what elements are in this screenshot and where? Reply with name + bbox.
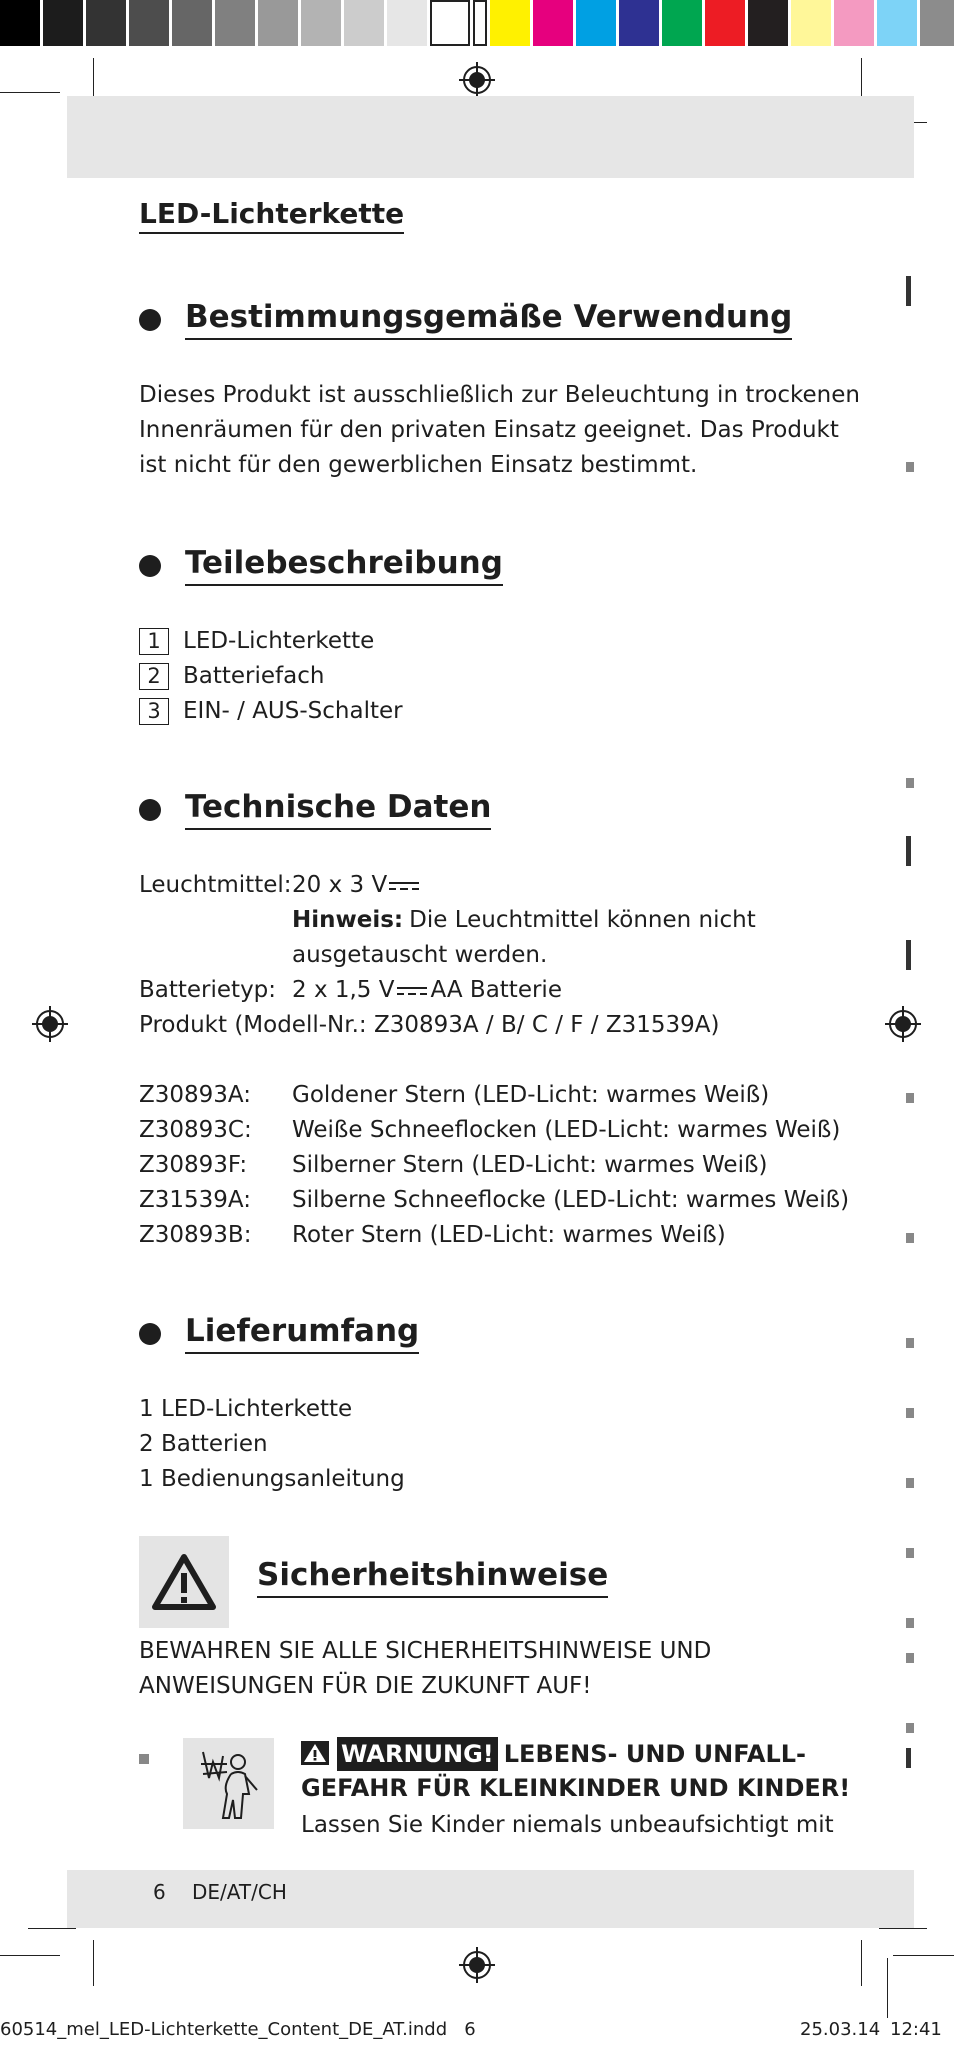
color-swatch <box>215 0 255 46</box>
next-page-fragment <box>906 276 911 306</box>
spec-value: 20 x 3 V <box>292 872 388 898</box>
model-desc: Goldener Stern (LED-Licht: warmes Weiß) <box>292 1082 770 1108</box>
warning-icon-box <box>139 1536 229 1628</box>
safety-caps-text <box>139 1634 711 1704</box>
crop-mark <box>0 1955 60 1956</box>
part-number-box: 1 <box>139 628 169 655</box>
model-code: Z30893F: <box>139 1152 248 1178</box>
bullet-dot-icon <box>139 555 161 577</box>
color-swatch <box>473 0 487 46</box>
table-row <box>139 903 849 938</box>
crop-mark <box>893 1955 954 1956</box>
color-swatch <box>301 0 341 46</box>
page-title: LED-Lichterkette <box>139 198 404 234</box>
list-item: 1 Bedienungsanleitung <box>139 1466 405 1492</box>
part-number-box: 2 <box>139 663 169 690</box>
spec-label: Leuchtmittel: <box>139 872 292 898</box>
model-code: Z31539A: <box>139 1187 252 1213</box>
tech-data <box>139 868 849 1253</box>
warning-triangle-small-icon <box>301 1741 329 1765</box>
color-swatch <box>791 0 831 46</box>
note-text: Die Leuchtmittel können nicht <box>409 907 756 933</box>
parts-list <box>139 624 403 729</box>
part-label: Batteriefach <box>183 663 325 689</box>
registration-mark-icon <box>459 1947 495 1983</box>
section-heading-parts <box>139 546 503 586</box>
model-desc: Roter Stern (LED-Licht: warmes Weiß) <box>292 1222 726 1248</box>
spacer <box>139 1043 849 1078</box>
bullet-dot-icon <box>139 799 161 821</box>
crop-mark <box>93 1940 94 1986</box>
section-heading-text: Bestimmungsgemäße Verwendung <box>185 300 792 340</box>
next-page-fragment <box>906 1748 911 1768</box>
section-heading-text: Lieferumfang <box>185 1314 419 1354</box>
section-heading-text: Teilebeschreibung <box>185 546 503 586</box>
color-swatch <box>490 0 530 46</box>
next-page-fragment <box>906 836 911 866</box>
next-page-fragment <box>906 1408 914 1418</box>
next-page-fragment <box>906 1478 914 1488</box>
color-swatch <box>387 0 427 46</box>
next-page-fragment <box>906 940 911 970</box>
color-swatch <box>834 0 874 46</box>
safety-heading-wrap <box>257 1558 608 1598</box>
slug-time: 12:41 <box>890 2019 942 2040</box>
color-swatch <box>258 0 298 46</box>
direct-current-icon <box>397 985 427 997</box>
slug-filename: 60514_mel_LED-Lichterkette_Content_DE_AT.indd 6 <box>0 2019 476 2040</box>
next-page-fragment <box>906 1093 914 1103</box>
color-swatch <box>0 0 40 46</box>
next-page-fragment <box>906 778 914 788</box>
table-row <box>139 973 849 1008</box>
model-code: Z30893B: <box>139 1222 252 1248</box>
registration-mark-icon <box>885 1006 921 1042</box>
model-code: Z30893C: <box>139 1117 252 1143</box>
list-item <box>139 624 403 659</box>
table-row <box>139 1148 849 1183</box>
scope-list <box>139 1392 405 1497</box>
crop-mark <box>861 1940 862 1986</box>
spec-label: Batterietyp: <box>139 977 277 1003</box>
warning-text: Lassen Sie Kinder niemals unbeaufsichtigt mit <box>301 1812 834 1838</box>
warning-head-line: LEBENS- UND UNFALL- <box>503 1740 807 1768</box>
list-item: 1 LED-Lichterkette <box>139 1396 353 1422</box>
crop-mark <box>861 58 862 100</box>
note-text: ausgetauscht werden. <box>292 942 548 968</box>
text-line: Dieses Produkt ist ausschließlich zur Beleuchtung in trockenen <box>139 382 860 408</box>
direct-current-icon <box>389 880 419 892</box>
table-row <box>139 868 849 903</box>
section-heading-text: Technische Daten <box>185 790 491 830</box>
spec-value: 2 x 1,5 V <box>292 977 395 1003</box>
warning-tag: WARNUNG! <box>337 1737 498 1771</box>
table-row <box>139 1078 849 1113</box>
list-item <box>139 694 403 729</box>
model-code: Z30893A: <box>139 1082 252 1108</box>
color-swatch <box>344 0 384 46</box>
part-label: LED-Lichterkette <box>183 628 375 654</box>
list-bullet-square <box>139 1754 149 1764</box>
registration-mark-icon <box>32 1006 68 1042</box>
table-row <box>139 1008 849 1043</box>
model-desc: Silberne Schneeflocke (LED-Licht: warmes Weiß) <box>292 1187 850 1213</box>
warning-heading <box>301 1737 850 1805</box>
table-row <box>139 938 849 973</box>
model-desc: Weiße Schneeflocken (LED-Licht: warmes Weiß) <box>292 1117 841 1143</box>
registration-mark-icon <box>459 62 495 98</box>
bullet-dot-icon <box>139 1323 161 1345</box>
text-line: ist nicht für den gewerblichen Einsatz bestimmt. <box>139 452 698 478</box>
section-heading-safety: Sicherheitshinweise <box>257 1558 608 1598</box>
section-heading-scope <box>139 1314 419 1354</box>
text-line: ANWEISUNGEN FÜR DIE ZUKUNFT AUF! <box>139 1673 592 1699</box>
color-swatch <box>748 0 788 46</box>
crop-mark <box>93 58 94 100</box>
list-item: 2 Batterien <box>139 1431 268 1457</box>
color-swatch <box>43 0 83 46</box>
child-hazard-icon-box <box>183 1738 274 1829</box>
next-page-fragment <box>906 1723 914 1733</box>
color-swatch <box>576 0 616 46</box>
color-swatch <box>172 0 212 46</box>
color-swatch <box>877 0 917 46</box>
table-row <box>139 1218 849 1253</box>
part-number-box: 3 <box>139 698 169 725</box>
crop-mark <box>879 1928 927 1929</box>
section-heading-tech <box>139 790 491 830</box>
footer-lang: DE/AT/CH <box>192 1880 287 1904</box>
crop-mark <box>28 1928 76 1929</box>
text-line: Innenräumen für den privaten Einsatz geeignet. Das Produkt <box>139 417 839 443</box>
bullet-dot-icon <box>139 309 161 331</box>
usage-paragraph <box>139 378 860 483</box>
text-line: BEWAHREN SIE ALLE SICHERHEITSHINWEISE UND <box>139 1638 712 1664</box>
next-page-fragment <box>906 1233 914 1243</box>
crop-mark <box>0 92 60 93</box>
page-number: 6 <box>153 1880 166 1904</box>
next-page-fragment <box>906 1548 914 1558</box>
crop-mark <box>887 1958 888 2018</box>
model-desc: Silberner Stern (LED-Licht: warmes Weiß) <box>292 1152 768 1178</box>
next-page-fragment <box>906 462 914 472</box>
note-label: Hinweis: <box>292 907 404 933</box>
color-swatch <box>86 0 126 46</box>
color-swatch <box>705 0 745 46</box>
color-swatch <box>619 0 659 46</box>
spec-value: AA Batterie <box>430 977 562 1003</box>
warning-triangle-icon <box>151 1553 217 1611</box>
next-page-fragment <box>906 1338 914 1348</box>
color-swatch <box>920 0 954 46</box>
color-swatch <box>129 0 169 46</box>
section-heading-usage <box>139 300 792 340</box>
color-swatch <box>430 0 470 46</box>
next-page-fragment <box>906 1618 914 1628</box>
list-item <box>139 659 403 694</box>
next-page-fragment <box>906 1653 914 1663</box>
part-label: EIN- / AUS-Schalter <box>183 698 403 724</box>
slug-date: 25.03.14 <box>800 2019 881 2040</box>
table-row <box>139 1113 849 1148</box>
header-band <box>67 96 914 178</box>
product-line: Produkt (Modell-Nr.: Z30893A / B/ C / F / Z31539A) <box>139 1012 720 1038</box>
child-hazard-icon <box>183 1738 274 1829</box>
color-swatch <box>533 0 573 46</box>
warning-head-line: GEFAHR FÜR KLEINKINDER UND KINDER! <box>301 1774 851 1802</box>
table-row <box>139 1183 849 1218</box>
color-swatch <box>662 0 702 46</box>
